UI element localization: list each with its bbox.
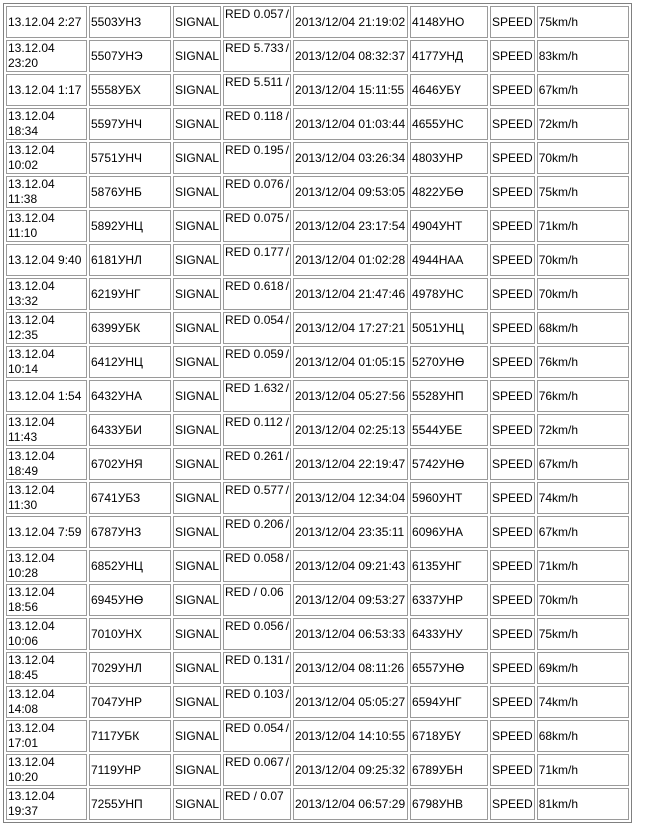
red-duration: RED 0.131 (225, 653, 284, 667)
separator: / (285, 653, 290, 667)
speed-value-cell: 71km/h (537, 550, 629, 582)
time-cell: 13.12.04 11:30 (6, 482, 87, 514)
red-duration: RED 0.195 (225, 143, 284, 157)
plate-cell: 4822УБӨ (410, 176, 488, 208)
vehicle-id-cell: 6433УБИ (89, 414, 171, 446)
vehicle-id-cell: 7255УНП (89, 788, 171, 820)
datetime-cell: 2013/12/04 06:53:33 (293, 618, 408, 650)
red-cell (223, 40, 291, 72)
speed-value-cell: 75km/h (537, 6, 629, 38)
red-cell (223, 346, 291, 378)
datetime-cell: 2013/12/04 05:27:56 (293, 380, 408, 412)
red-duration: RED 0.059 (225, 347, 284, 361)
red-duration: RED 0.067 (225, 755, 284, 769)
speed-value-cell: 72km/h (537, 108, 629, 140)
time-cell: 13.12.04 17:01 (6, 720, 87, 752)
red-cell (223, 176, 291, 208)
red-duration: RED 5.733 (225, 41, 284, 55)
vehicle-id-cell: 6702УНЯ (89, 448, 171, 480)
vehicle-id-cell: 6787УНЗ (89, 516, 171, 548)
red-cell (223, 618, 291, 650)
vehicle-id-cell: 5597УНЧ (89, 108, 171, 140)
red-cell (223, 108, 291, 140)
signal-cell: SIGNAL (173, 108, 221, 140)
signal-cell: SIGNAL (173, 40, 221, 72)
table-row (6, 482, 629, 514)
signal-cell: SIGNAL (173, 74, 221, 106)
speed-label-cell: SPEED (490, 788, 535, 820)
speed-label-cell: SPEED (490, 720, 535, 752)
table-row (6, 516, 629, 548)
time-cell: 13.12.04 13:32 (6, 278, 87, 310)
signal-cell: SIGNAL (173, 754, 221, 786)
datetime-cell: 2013/12/04 17:27:21 (293, 312, 408, 344)
signal-cell: SIGNAL (173, 550, 221, 582)
vehicle-id-cell: 6412УНЦ (89, 346, 171, 378)
vehicle-id-cell: 7029УНЛ (89, 652, 171, 684)
separator: / (285, 687, 290, 701)
red-cell (223, 142, 291, 174)
table-row (6, 278, 629, 310)
plate-cell: 5051УНЦ (410, 312, 488, 344)
speed-label-cell: SPEED (490, 244, 535, 276)
speed-value-cell: 69km/h (537, 652, 629, 684)
signal-cell: SIGNAL (173, 448, 221, 480)
separator: / (285, 75, 290, 89)
red-duration: RED 0.103 (225, 687, 284, 701)
datetime-cell: 2013/12/04 15:11:55 (293, 74, 408, 106)
signal-cell: SIGNAL (173, 584, 221, 616)
red-duration: RED 0.075 (225, 211, 284, 225)
red-cell (223, 584, 291, 616)
speed-label-cell: SPEED (490, 448, 535, 480)
datetime-cell: 2013/12/04 09:21:43 (293, 550, 408, 582)
speed-label-cell: SPEED (490, 176, 535, 208)
speed-label-cell: SPEED (490, 754, 535, 786)
separator: / (285, 143, 290, 157)
speed-value-cell: 74km/h (537, 482, 629, 514)
plate-cell: 5960УНТ (410, 482, 488, 514)
red-duration: RED 0.261 (225, 449, 284, 463)
red-duration: RED 5.511 (225, 75, 283, 89)
speed-label-cell: SPEED (490, 312, 535, 344)
red-cell (223, 550, 291, 582)
plate-cell: 5742УНӨ (410, 448, 488, 480)
datetime-cell: 2013/12/04 12:34:04 (293, 482, 408, 514)
plate-cell: 4978УНС (410, 278, 488, 310)
red-cell (223, 788, 291, 820)
vehicle-id-cell: 5558УБХ (89, 74, 171, 106)
red-duration: RED 0.118 (225, 109, 283, 123)
table-row (6, 720, 629, 752)
signal-cell: SIGNAL (173, 142, 221, 174)
speed-label-cell: SPEED (490, 210, 535, 242)
plate-cell: 6789УБН (410, 754, 488, 786)
speed-label-cell: SPEED (490, 516, 535, 548)
vehicle-id-cell: 5507УНЭ (89, 40, 171, 72)
signal-cell: SIGNAL (173, 788, 221, 820)
signal-cell: SIGNAL (173, 380, 221, 412)
red-duration: RED 0.177 (225, 245, 284, 259)
red-cell (223, 482, 291, 514)
plate-cell: 5270УНӨ (410, 346, 488, 378)
time-cell: 13.12.04 12:35 (6, 312, 87, 344)
datetime-cell: 2013/12/04 22:19:47 (293, 448, 408, 480)
plate-cell: 6718УБҮ (410, 720, 488, 752)
red-cell (223, 414, 291, 446)
separator: / (285, 313, 290, 327)
speed-value-cell: 67km/h (537, 516, 629, 548)
speed-label-cell: SPEED (490, 6, 535, 38)
red-cell (223, 720, 291, 752)
separator: / (285, 415, 290, 429)
table-row (6, 6, 629, 38)
table-row (6, 380, 629, 412)
red-cell (223, 6, 291, 38)
separator: / (285, 7, 290, 21)
red-duration: RED 0.206 (225, 517, 284, 531)
red-cell (223, 448, 291, 480)
separator: / (285, 347, 290, 361)
time-cell: 13.12.04 11:38 (6, 176, 87, 208)
datetime-cell: 2013/12/04 21:19:02 (293, 6, 408, 38)
vehicle-id-cell: 6741УБЗ (89, 482, 171, 514)
time-cell: 13.12.04 18:56 (6, 584, 87, 616)
red-duration: RED 0.057 (225, 7, 284, 21)
datetime-cell: 2013/12/04 14:10:55 (293, 720, 408, 752)
signal-cell: SIGNAL (173, 516, 221, 548)
time-cell: 13.12.04 2:27 (6, 6, 87, 38)
red-cell (223, 652, 291, 684)
vehicle-id-cell: 5892УНЦ (89, 210, 171, 242)
vehicle-id-cell: 7119УНР (89, 754, 171, 786)
table-row (6, 686, 629, 718)
red-cell (223, 312, 291, 344)
time-cell: 13.12.04 14:08 (6, 686, 87, 718)
plate-cell: 6594УНГ (410, 686, 488, 718)
table-row (6, 210, 629, 242)
vehicle-id-cell: 5751УНЧ (89, 142, 171, 174)
plate-cell: 6096УНА (410, 516, 488, 548)
datetime-cell: 2013/12/04 21:47:46 (293, 278, 408, 310)
speed-value-cell: 72km/h (537, 414, 629, 446)
separator: / (285, 109, 290, 123)
datetime-cell: 2013/12/04 09:53:27 (293, 584, 408, 616)
plate-cell: 4803УНР (410, 142, 488, 174)
violation-log-body (6, 6, 629, 820)
speed-value-cell: 76km/h (537, 380, 629, 412)
speed-label-cell: SPEED (490, 380, 535, 412)
red-duration: RED 0.056 (225, 619, 284, 633)
time-cell: 13.12.04 10:06 (6, 618, 87, 650)
datetime-cell: 2013/12/04 01:05:15 (293, 346, 408, 378)
time-cell: 13.12.04 18:49 (6, 448, 87, 480)
speed-label-cell: SPEED (490, 40, 535, 72)
red-cell (223, 74, 291, 106)
red-duration: RED 0.058 (225, 551, 284, 565)
vehicle-id-cell: 5503УНЗ (89, 6, 171, 38)
red-duration: RED 1.632 (225, 381, 284, 395)
red-duration: RED / 0.07 (225, 789, 284, 803)
separator: / (285, 245, 290, 259)
plate-cell: 6798УНВ (410, 788, 488, 820)
plate-cell: 4904УНТ (410, 210, 488, 242)
separator: / (285, 177, 290, 191)
datetime-cell: 2013/12/04 01:03:44 (293, 108, 408, 140)
speed-value-cell: 75km/h (537, 618, 629, 650)
red-cell (223, 380, 291, 412)
red-cell (223, 244, 291, 276)
table-row (6, 244, 629, 276)
table-row (6, 312, 629, 344)
plate-cell: 6135УНГ (410, 550, 488, 582)
time-cell: 13.12.04 11:43 (6, 414, 87, 446)
time-cell: 13.12.04 1:54 (6, 380, 87, 412)
time-cell: 13.12.04 10:14 (6, 346, 87, 378)
red-duration: RED 0.054 (225, 721, 284, 735)
speed-value-cell: 83km/h (537, 40, 629, 72)
plate-cell: 4944НАА (410, 244, 488, 276)
time-cell: 13.12.04 10:20 (6, 754, 87, 786)
datetime-cell: 2013/12/04 03:26:34 (293, 142, 408, 174)
plate-cell: 6337УНР (410, 584, 488, 616)
datetime-cell: 2013/12/04 05:05:27 (293, 686, 408, 718)
table-row (6, 788, 629, 820)
datetime-cell: 2013/12/04 23:17:54 (293, 210, 408, 242)
time-cell: 13.12.04 7:59 (6, 516, 87, 548)
datetime-cell: 2013/12/04 06:57:29 (293, 788, 408, 820)
speed-value-cell: 70km/h (537, 584, 629, 616)
speed-value-cell: 81km/h (537, 788, 629, 820)
vehicle-id-cell: 6432УНА (89, 380, 171, 412)
plate-cell: 6557УНӨ (410, 652, 488, 684)
speed-value-cell: 75km/h (537, 176, 629, 208)
speed-value-cell: 68km/h (537, 312, 629, 344)
separator: / (285, 449, 290, 463)
speed-value-cell: 74km/h (537, 686, 629, 718)
separator: / (285, 211, 290, 225)
speed-label-cell: SPEED (490, 108, 535, 140)
table-row (6, 618, 629, 650)
datetime-cell: 2013/12/04 02:25:13 (293, 414, 408, 446)
red-cell (223, 754, 291, 786)
table-row (6, 584, 629, 616)
time-cell: 13.12.04 9:40 (6, 244, 87, 276)
red-duration: RED / 0.06 (225, 585, 284, 599)
speed-label-cell: SPEED (490, 346, 535, 378)
speed-label-cell: SPEED (490, 74, 535, 106)
plate-cell: 6433УНУ (410, 618, 488, 650)
plate-cell: 4177УНД (410, 40, 488, 72)
red-cell (223, 278, 291, 310)
red-duration: RED 0.618 (225, 279, 284, 293)
signal-cell: SIGNAL (173, 6, 221, 38)
table-row (6, 142, 629, 174)
table-row (6, 74, 629, 106)
speed-value-cell: 71km/h (537, 210, 629, 242)
time-cell: 13.12.04 1:17 (6, 74, 87, 106)
speed-label-cell: SPEED (490, 584, 535, 616)
separator: / (285, 41, 290, 55)
table-row (6, 448, 629, 480)
plate-cell: 5544УБЕ (410, 414, 488, 446)
signal-cell: SIGNAL (173, 618, 221, 650)
vehicle-id-cell: 7010УНХ (89, 618, 171, 650)
speed-value-cell: 76km/h (537, 346, 629, 378)
table-row (6, 652, 629, 684)
signal-cell: SIGNAL (173, 346, 221, 378)
speed-label-cell: SPEED (490, 142, 535, 174)
signal-cell: SIGNAL (173, 210, 221, 242)
plate-cell: 4646УБҮ (410, 74, 488, 106)
vehicle-id-cell: 6945УНӨ (89, 584, 171, 616)
speed-label-cell: SPEED (490, 278, 535, 310)
signal-cell: SIGNAL (173, 278, 221, 310)
speed-value-cell: 71km/h (537, 754, 629, 786)
signal-cell: SIGNAL (173, 686, 221, 718)
red-duration: RED 0.577 (225, 483, 284, 497)
red-duration: RED 0.054 (225, 313, 284, 327)
separator: / (285, 279, 290, 293)
speed-label-cell: SPEED (490, 550, 535, 582)
datetime-cell: 2013/12/04 08:11:26 (293, 652, 408, 684)
speed-value-cell: 70km/h (537, 142, 629, 174)
datetime-cell: 2013/12/04 09:53:05 (293, 176, 408, 208)
separator: / (285, 619, 290, 633)
red-cell (223, 686, 291, 718)
vehicle-id-cell: 6181УНЛ (89, 244, 171, 276)
violation-log-table (3, 3, 632, 823)
red-duration: RED 0.076 (225, 177, 284, 191)
time-cell: 13.12.04 11:10 (6, 210, 87, 242)
time-cell: 13.12.04 18:34 (6, 108, 87, 140)
time-cell: 13.12.04 18:45 (6, 652, 87, 684)
signal-cell: SIGNAL (173, 482, 221, 514)
red-cell (223, 210, 291, 242)
speed-value-cell: 67km/h (537, 74, 629, 106)
speed-value-cell: 68km/h (537, 720, 629, 752)
speed-label-cell: SPEED (490, 618, 535, 650)
table-row (6, 550, 629, 582)
signal-cell: SIGNAL (173, 312, 221, 344)
speed-value-cell: 67km/h (537, 448, 629, 480)
signal-cell: SIGNAL (173, 720, 221, 752)
vehicle-id-cell: 6852УНЦ (89, 550, 171, 582)
speed-label-cell: SPEED (490, 482, 535, 514)
vehicle-id-cell: 7047УНР (89, 686, 171, 718)
signal-cell: SIGNAL (173, 652, 221, 684)
separator: / (285, 517, 290, 531)
plate-cell: 4655УНС (410, 108, 488, 140)
signal-cell: SIGNAL (173, 414, 221, 446)
separator: / (285, 551, 290, 565)
datetime-cell: 2013/12/04 01:02:28 (293, 244, 408, 276)
time-cell: 13.12.04 23:20 (6, 40, 87, 72)
signal-cell: SIGNAL (173, 176, 221, 208)
separator: / (285, 721, 290, 735)
speed-value-cell: 70km/h (537, 244, 629, 276)
vehicle-id-cell: 5876УНБ (89, 176, 171, 208)
table-row (6, 40, 629, 72)
table-row (6, 108, 629, 140)
red-duration: RED 0.112 (225, 415, 283, 429)
table-row (6, 176, 629, 208)
vehicle-id-cell: 6219УНГ (89, 278, 171, 310)
datetime-cell: 2013/12/04 09:25:32 (293, 754, 408, 786)
speed-label-cell: SPEED (490, 652, 535, 684)
time-cell: 13.12.04 10:02 (6, 142, 87, 174)
plate-cell: 4148УНО (410, 6, 488, 38)
red-cell (223, 516, 291, 548)
signal-cell: SIGNAL (173, 244, 221, 276)
vehicle-id-cell: 7117УБК (89, 720, 171, 752)
separator: / (285, 483, 290, 497)
separator: / (285, 755, 290, 769)
table-row (6, 754, 629, 786)
plate-cell: 5528УНП (410, 380, 488, 412)
datetime-cell: 2013/12/04 08:32:37 (293, 40, 408, 72)
speed-label-cell: SPEED (490, 414, 535, 446)
time-cell: 13.12.04 10:28 (6, 550, 87, 582)
table-row (6, 346, 629, 378)
speed-value-cell: 70km/h (537, 278, 629, 310)
separator: / (285, 381, 290, 395)
vehicle-id-cell: 6399УБК (89, 312, 171, 344)
datetime-cell: 2013/12/04 23:35:11 (293, 516, 408, 548)
speed-label-cell: SPEED (490, 686, 535, 718)
time-cell: 13.12.04 19:37 (6, 788, 87, 820)
table-row (6, 414, 629, 446)
